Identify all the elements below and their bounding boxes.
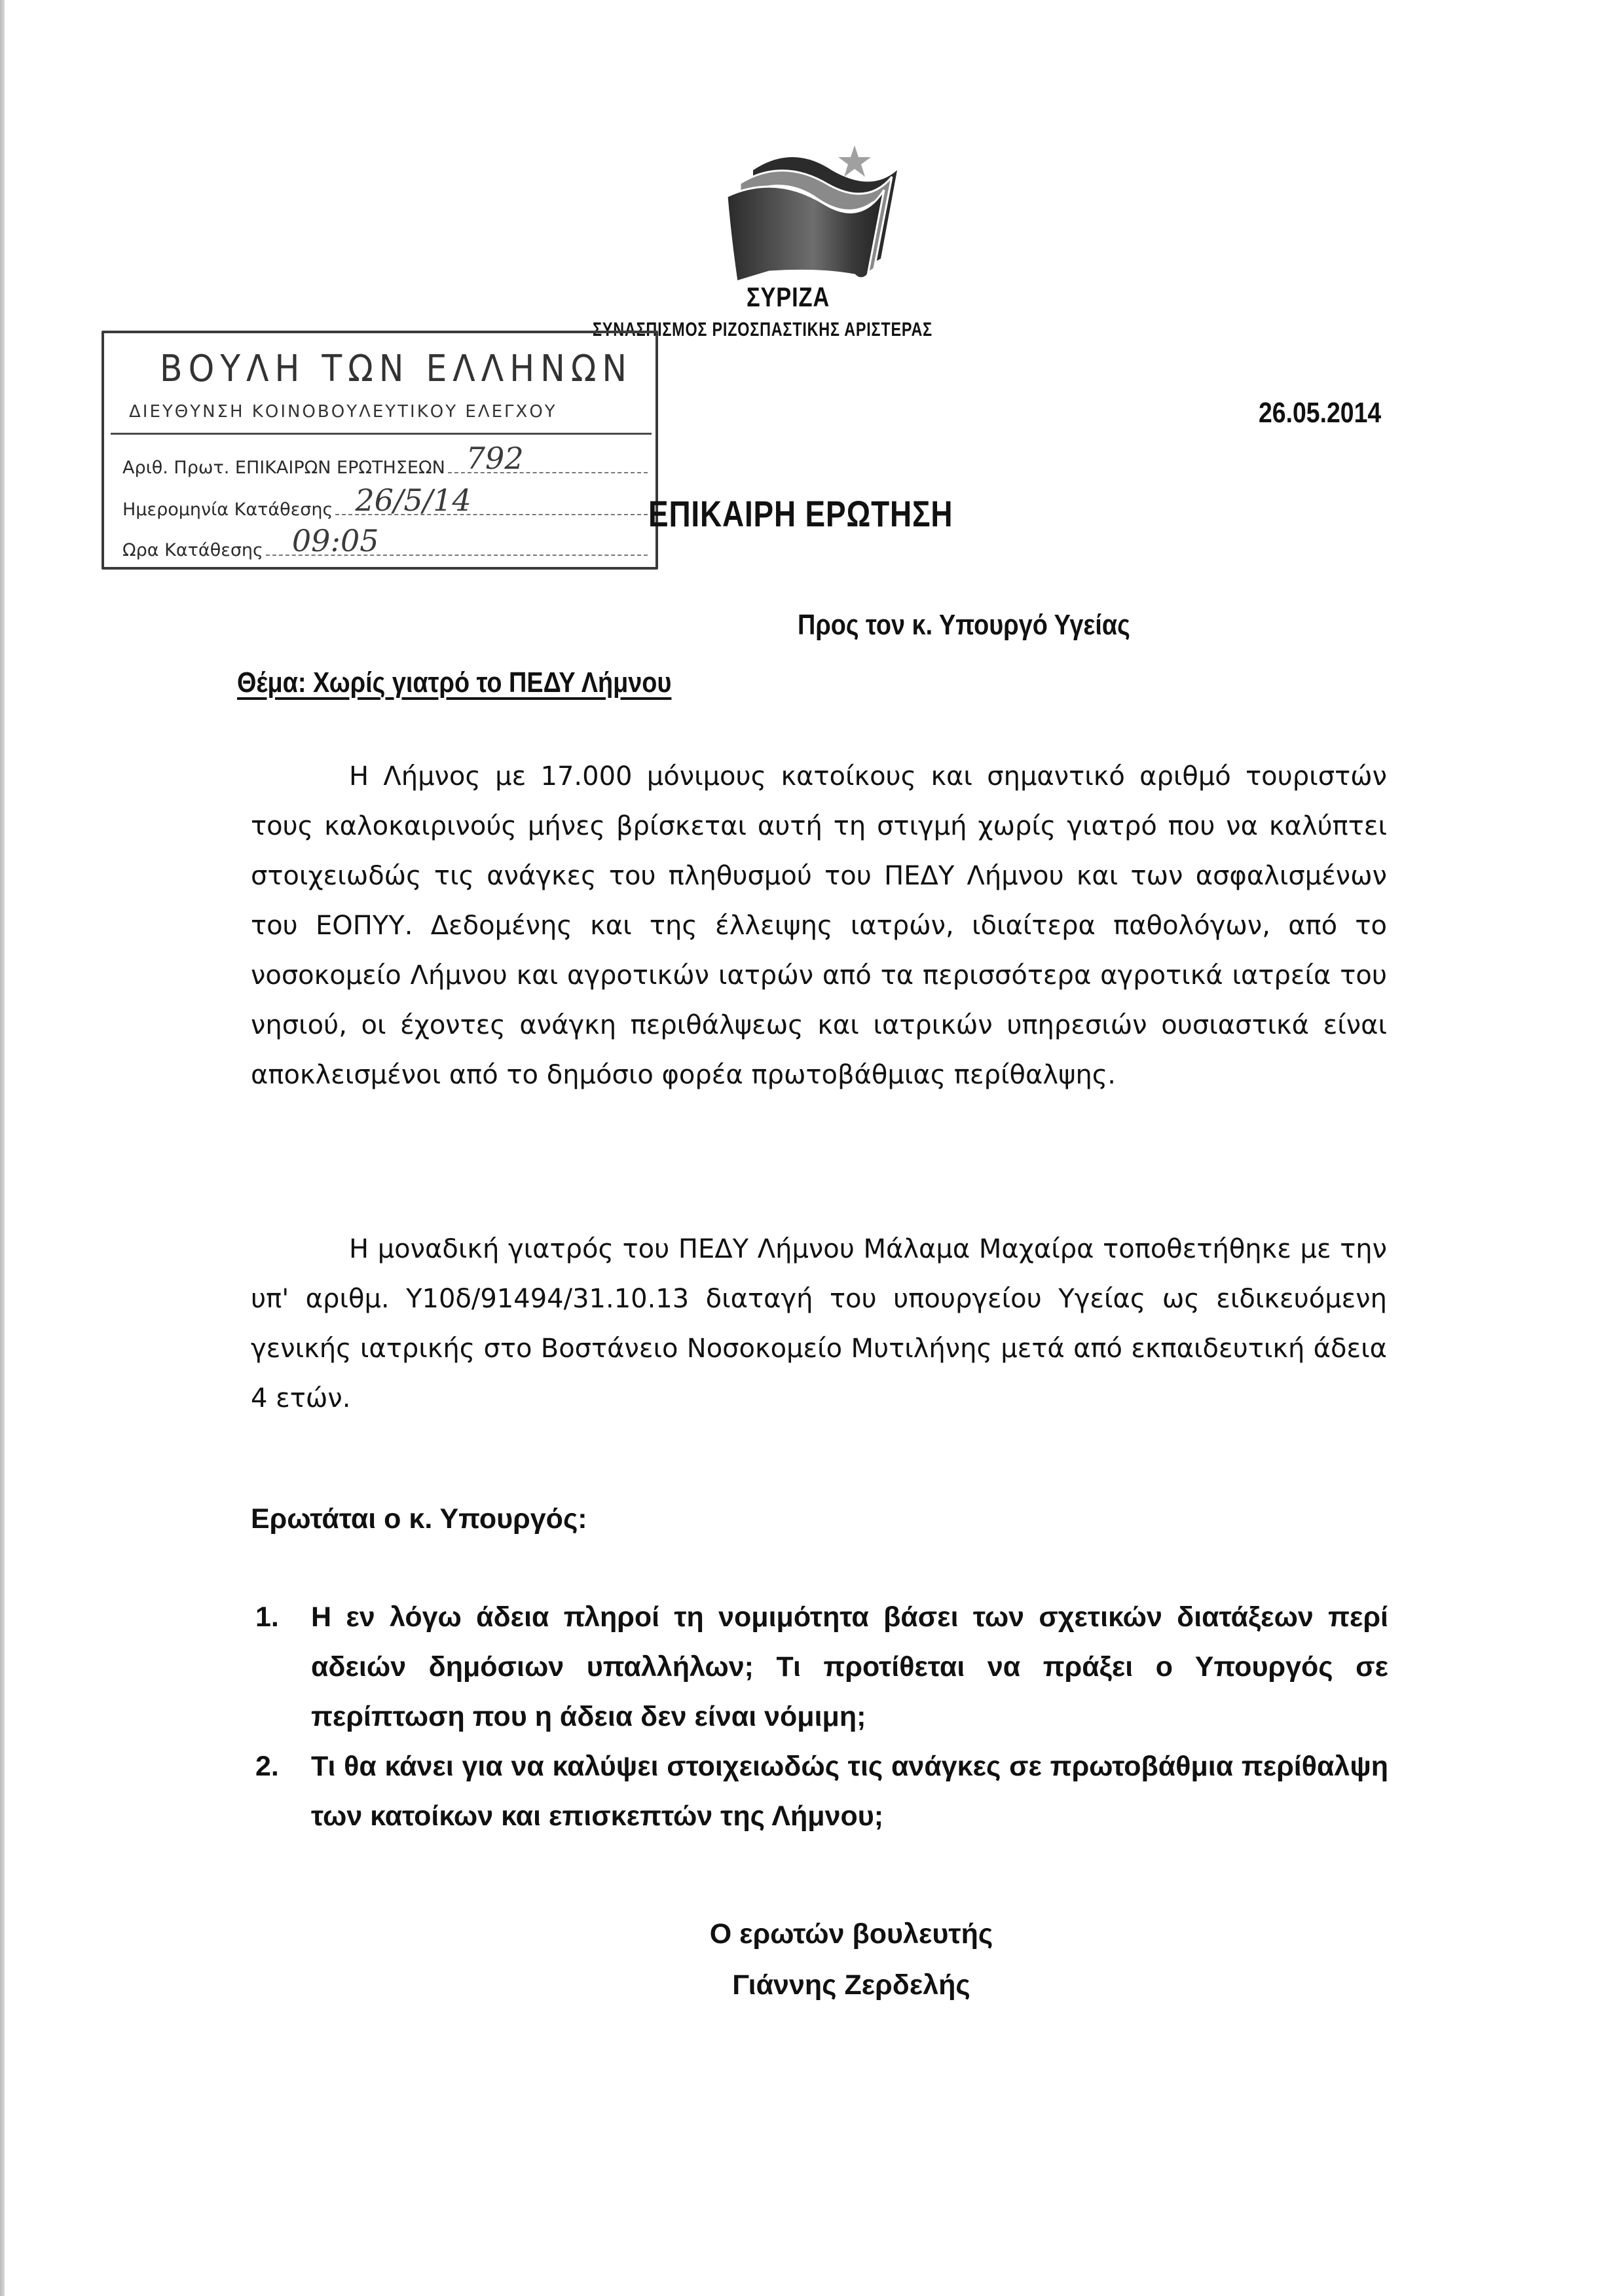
document-type-heading: ΕΠΙΚΑΙΡΗ ΕΡΩΤΗΣΗ (648, 493, 953, 534)
signature-block (681, 1908, 1022, 2011)
stamp-label: Αριθ. Πρωτ. ΕΠΙΚΑΙΡΩΝ ΕΡΩΤΗΣΕΩΝ (122, 458, 445, 478)
handwritten-protocol-number: 792 (466, 441, 524, 476)
signature-role: Ο ερωτών βουλευτής (709, 1918, 993, 1950)
document-date: 26.05.2014 (1259, 397, 1382, 429)
stamp-row-filing-date (122, 483, 648, 520)
stamp-row-protocol-number (122, 441, 648, 478)
party-full-name: ΣΥΝΑΣΠΙΣΜΟΣ ΡΙΖΟΣΠΑΣΤΙΚΗΣ ΑΡΙΣΤΕΡΑΣ (593, 319, 932, 340)
body-paragraph-1 (251, 752, 1387, 1100)
stamp-label: Ημερομηνία Κατάθεσης (122, 500, 333, 520)
scan-edge-shadow (0, 0, 5, 2296)
stamp-row-filing-time (122, 523, 648, 560)
question-number: 1. (255, 1601, 279, 1633)
handwritten-filing-date: 26/5/14 (355, 483, 471, 518)
signature-name: Γιάννης Ζερδελής (732, 1969, 970, 2001)
stamp-title: ΒΟΥΛΗ ΤΩΝ ΕΛΛΗΝΩΝ (160, 348, 633, 390)
parliament-receipt-stamp (101, 331, 658, 570)
syriza-logo-icon (720, 144, 917, 288)
question-text: Η εν λόγω άδεια πληροί τη νομιμότητα βάσει των σχετικών διατάξεων περί αδειών δημόσιων υπαλλήλων; Τι προτίθεται να πράξει ο Υπουργός σε περίπτωση που η άδεια δεν είναι νόμιμη; (311, 1601, 1388, 1732)
question-text: Τι θα κάνει για να καλύψει στοιχειωδώς τις ανάγκες σε πρωτοβάθμια περίθαλψη των κατοίκων και επισκεπτών της Λήμνου; (311, 1751, 1388, 1832)
stamp-label: Ωρα Κατάθεσης (122, 540, 263, 560)
question-item (255, 1741, 1388, 1841)
subject-line: Θέμα: Χωρίς γιατρό το ΠΕΔΥ Λήμνου (237, 666, 672, 699)
stamp-divider (111, 433, 652, 435)
question-number: 2. (255, 1751, 279, 1782)
body-paragraph-2 (251, 1224, 1387, 1423)
party-short-name: ΣΥΡΙΖΑ (747, 282, 830, 312)
recipient-line: Προς τον κ. Υπουργό Υγείας (798, 609, 1130, 641)
paragraph-text: Η μοναδική γιατρός του ΠΕΔΥ Λήμνου Μάλαμα Μαχαίρα τοποθετήθηκε με την υπ' αριθμ. Υ10δ/91494/31.10.13 διαταγή του υπουργείου Υγείας ως ειδικευόμενη γενικής ιατρικής στο Βοστάνειο Νοσοκομείο Μυτιλήνης μετά από εκπαιδευτική άδεια 4 ετών. (251, 1234, 1387, 1413)
question-item (255, 1592, 1388, 1741)
handwritten-filing-time: 09:05 (291, 523, 379, 558)
questions-intro: Ερωτάται ο κ. Υπουργός: (251, 1503, 587, 1535)
paragraph-text: Η Λήμνος με 17.000 μόνιμους κατοίκους και σημαντικό αριθμό τουριστών τους καλοκαιρινούς μήνες βρίσκεται αυτή τη στιγμή χωρίς γιατρό που να καλύπτει στοιχειωδώς τις ανάγκες του πληθυσμού του ΠΕΔΥ Λήμνου και των ασφαλισμένων του ΕΟΠΥΥ. Δεδομένης και της έλλειψης ιατρών, ιδιαίτερα παθολόγων, από το νοσοκομείο Λήμνου και αγροτικών ιατρών από τα περισσότερα αγροτικά ιατρεία του νησιού, οι έχοντες ανάγκη περιθάλψεως και ιατρικών υπηρεσιών ουσιαστικά είναι αποκλεισμένοι από το δημόσιο φορέα πρωτοβάθμιας περίθαλψης. (251, 761, 1387, 1090)
stamp-subtitle: ΔΙΕΥΘΥΝΣΗ ΚΟΙΝΟΒΟΥΛΕΥΤΙΚΟΥ ΕΛΕΓΧΟΥ (129, 402, 557, 422)
questions-list (255, 1592, 1388, 1841)
